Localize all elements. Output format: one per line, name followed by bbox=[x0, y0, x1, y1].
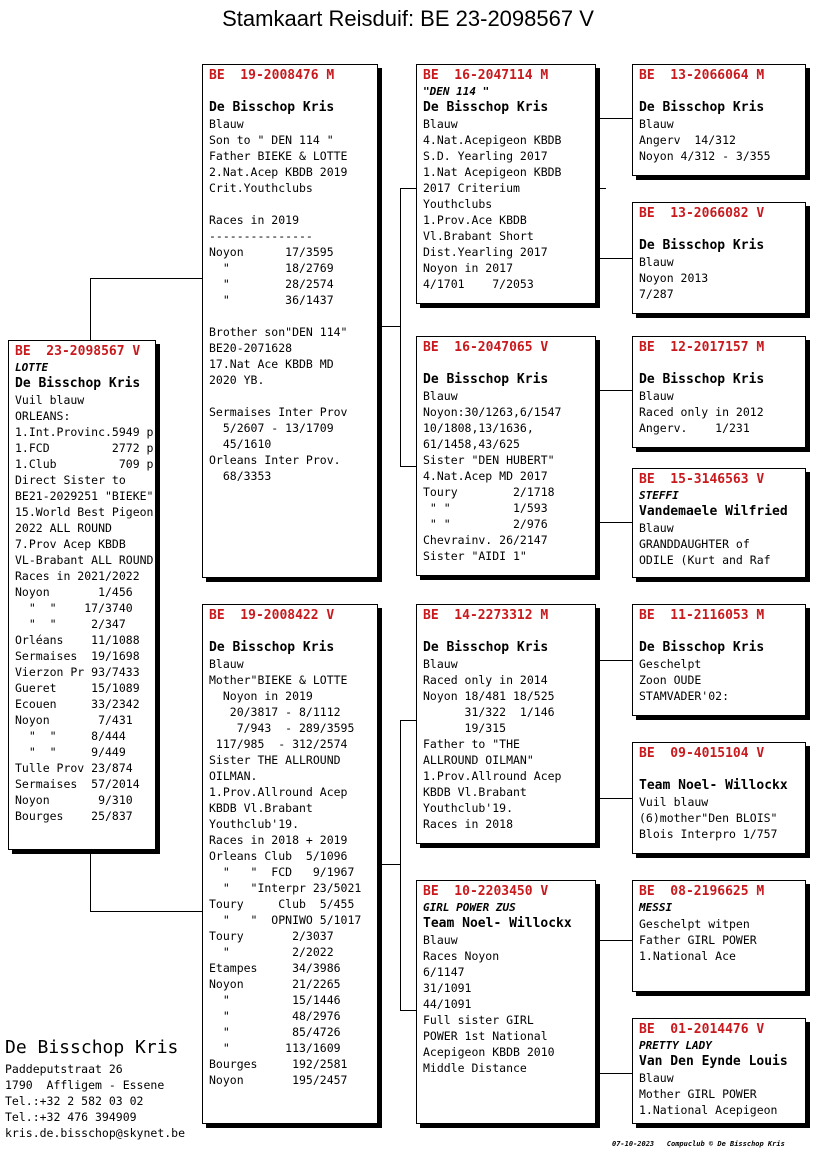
pigeon-card-sire-sire-sire bbox=[632, 64, 806, 176]
breeder-address: Paddeputstraat 26 bbox=[5, 1062, 123, 1076]
breeder-city: 1790 Affligem - Essene bbox=[5, 1078, 165, 1092]
pigeon-nickname bbox=[639, 222, 801, 238]
owner-name: De Bisschop Kris bbox=[639, 238, 765, 253]
card-info-line: Mother GIRL POWER bbox=[639, 1087, 757, 1101]
ring-number: BE 16-2047114 M bbox=[423, 68, 549, 83]
card-info-line: Sister "DEN HUBERT" bbox=[423, 453, 555, 467]
card-info-line: 7.Prov Acep KBDB bbox=[15, 537, 126, 551]
pigeon-nickname bbox=[423, 356, 591, 372]
card-info-line: ODILE (Kurt and Raf bbox=[639, 553, 771, 567]
card-info-line: " " FCD 9/1967 bbox=[209, 865, 355, 879]
card-info-line: 1.National Ace bbox=[639, 949, 736, 963]
card-info-line: Noyon in 2017 bbox=[423, 261, 514, 275]
pigeon-card-sire-dam bbox=[416, 336, 596, 576]
card-info-line: Zoon OUDE bbox=[639, 673, 702, 687]
card-info-line: ORLEANS: bbox=[15, 409, 71, 423]
card-info-line: 6/1147 bbox=[423, 965, 465, 979]
ring-number: BE 15-3146563 V bbox=[639, 472, 765, 487]
card-info-line: 2.Nat.Acep KBDB 2019 bbox=[209, 165, 348, 179]
card-info-line: 1.Nat Acepigeon KBDB bbox=[423, 165, 562, 179]
card-info-line: 19/315 bbox=[423, 721, 507, 735]
card-info-line: Noyon 1/456 bbox=[15, 585, 133, 599]
owner-name: Team Noel- Willockx bbox=[639, 778, 788, 793]
card-info-line: " 18/2769 bbox=[209, 261, 334, 275]
pigeon-nickname: "DEN 114 " bbox=[423, 85, 490, 98]
card-info-line: Blauw bbox=[639, 1071, 674, 1085]
card-info-line bbox=[209, 196, 373, 212]
card-info-line: KBDB Vl.Brabant bbox=[209, 801, 313, 815]
card-info-line: Races in 2021/2022 bbox=[15, 569, 140, 583]
card-info-line: 1.Prov.Allround Acep bbox=[209, 785, 348, 799]
owner-name: Team Noel- Willockx bbox=[423, 916, 572, 931]
card-info-line: Blauw bbox=[639, 521, 674, 535]
card-info-line: 61/1458,43/625 bbox=[423, 437, 520, 451]
ring-number: BE 14-2273312 M bbox=[423, 608, 549, 623]
card-info-line: Blauw bbox=[639, 117, 674, 131]
connector-line bbox=[90, 850, 91, 912]
connector-line bbox=[596, 798, 632, 799]
card-info-line: Crit.Youthclubs bbox=[209, 181, 313, 195]
card-info-line: Blauw bbox=[423, 117, 458, 131]
breeder-mobile: Tel.:+32 476 394909 bbox=[5, 1110, 137, 1124]
card-info-line: 4.Nat.Acep MD 2017 bbox=[423, 469, 548, 483]
card-info-line: Toury Club 5/455 bbox=[209, 897, 355, 911]
pigeon-nickname bbox=[209, 84, 373, 100]
pigeon-card-dam-sire bbox=[416, 604, 596, 844]
connector-line bbox=[400, 1010, 416, 1011]
card-info-line: " " 8/444 bbox=[15, 729, 126, 743]
card-info-line: Noyon in 2019 bbox=[209, 689, 313, 703]
card-info-line: 45/1610 bbox=[209, 437, 272, 451]
owner-name: Vandemaele Wilfried bbox=[639, 504, 788, 519]
card-info-line: Tulle Prov 23/874 bbox=[15, 761, 133, 775]
card-info-line: Raced only in 2012 bbox=[639, 405, 764, 419]
connector-line bbox=[90, 278, 91, 340]
card-info-line: GRANDDAUGHTER of bbox=[639, 537, 750, 551]
breeder-name: De Bisschop Kris bbox=[5, 1037, 179, 1058]
card-info-line: Bourges 25/837 bbox=[15, 809, 133, 823]
card-info-line: 17.Nat Ace KBDB MD bbox=[209, 357, 334, 371]
card-info-line: 1.Prov.Ace KBDB bbox=[423, 213, 527, 227]
pigeon-nickname bbox=[639, 624, 801, 640]
card-info-line: Noyon 18/481 18/525 bbox=[423, 689, 555, 703]
pigeon-nickname: PRETTY LADY bbox=[639, 1039, 712, 1052]
connector-line bbox=[596, 940, 597, 1073]
card-info-line: 1.Club 709 p bbox=[15, 457, 154, 471]
card-info-line: --------------- bbox=[209, 229, 313, 243]
card-info-line: Bourges 192/2581 bbox=[209, 1057, 348, 1071]
card-info-line: 5/2607 - 13/1709 bbox=[209, 421, 334, 435]
card-info-line: 15.World Best Pigeon bbox=[15, 505, 154, 519]
connector-line bbox=[400, 720, 401, 1010]
pigeon-card-sire-sire bbox=[416, 64, 596, 304]
card-info-line: Races in 2019 bbox=[209, 213, 300, 227]
card-info-line: Direct Sister to bbox=[15, 473, 126, 487]
card-info-line: ALLROUND OILMAN" bbox=[423, 753, 534, 767]
card-info-line: 2022 ALL ROUND bbox=[15, 521, 112, 535]
card-info-line: Noyon 7/431 bbox=[15, 713, 133, 727]
connector-line bbox=[596, 660, 597, 798]
card-info-line: 4/1701 7/2053 bbox=[423, 277, 534, 291]
ring-number: BE 11-2116053 M bbox=[639, 608, 765, 623]
card-info-line: Toury 2/3037 bbox=[209, 929, 334, 943]
owner-name: De Bisschop Kris bbox=[209, 640, 335, 655]
card-info-line: " " 2/347 bbox=[15, 617, 126, 631]
pigeon-card-dam-sire-sire bbox=[632, 604, 806, 716]
connector-line bbox=[90, 911, 203, 912]
connector-line bbox=[596, 940, 632, 941]
pigeon-nickname bbox=[423, 624, 591, 640]
card-info-line: Blauw bbox=[639, 255, 674, 269]
card-info-line: " 28/2574 bbox=[209, 277, 334, 291]
ring-number: BE 09-4015104 V bbox=[639, 746, 765, 761]
ring-number: BE 13-2066064 M bbox=[639, 68, 765, 83]
card-info-line: " 113/1609 bbox=[209, 1041, 341, 1055]
card-info-line: Noyon 195/2457 bbox=[209, 1073, 348, 1087]
card-info-line: Sister "AIDI 1" bbox=[423, 549, 527, 563]
card-info-line: Chevrainv. 26/2147 bbox=[423, 533, 548, 547]
connector-line bbox=[596, 390, 632, 391]
card-info-line: 7/287 bbox=[639, 287, 674, 301]
connector-line bbox=[400, 188, 401, 466]
card-info-line: Brother son"DEN 114" bbox=[209, 325, 348, 339]
card-info-line: " 48/2976 bbox=[209, 1009, 341, 1023]
card-info-line: Youthclubs bbox=[423, 197, 493, 211]
card-info-line: Blois Interpro 1/757 bbox=[639, 827, 778, 841]
pigeon-card-dam-dam bbox=[416, 880, 596, 1124]
card-info-line: Blauw bbox=[209, 117, 244, 131]
card-info-line: Sermaises 19/1698 bbox=[15, 649, 140, 663]
card-info-line: Races in 2018 + 2019 bbox=[209, 833, 348, 847]
card-info-line: Races Noyon bbox=[423, 949, 500, 963]
card-info-line: 20/3817 - 8/1112 bbox=[209, 705, 341, 719]
pigeon-card-main bbox=[8, 340, 156, 850]
card-info-line: STAMVADER'02: bbox=[639, 689, 730, 703]
card-info-line: " " 1/593 bbox=[423, 501, 548, 515]
card-info-line: " 85/4726 bbox=[209, 1025, 341, 1039]
pigeon-card-sire-dam-dam bbox=[632, 468, 806, 578]
ring-number: BE 12-2017157 M bbox=[639, 340, 765, 355]
card-info-line bbox=[209, 388, 373, 404]
card-info-line: " 2/2022 bbox=[209, 945, 334, 959]
card-info-line: S.D. Yearling 2017 bbox=[423, 149, 548, 163]
owner-name: De Bisschop Kris bbox=[639, 100, 765, 115]
connector-line bbox=[596, 660, 632, 661]
ring-number: BE 10-2203450 V bbox=[423, 884, 549, 899]
card-info-line: POWER 1st National bbox=[423, 1029, 548, 1043]
card-info-line: Youthclub'19. bbox=[209, 817, 300, 831]
connector-line bbox=[596, 390, 597, 522]
ring-number: BE 19-2008476 M bbox=[209, 68, 335, 83]
pigeon-card-sire bbox=[202, 64, 378, 578]
card-info-line: Noyon 21/2265 bbox=[209, 977, 341, 991]
card-info-line: Angerv 14/312 bbox=[639, 133, 736, 147]
card-info-line: Vl.Brabant Short bbox=[423, 229, 534, 243]
card-info-line: Mother"BIEKE & LOTTE bbox=[209, 673, 348, 687]
owner-name: De Bisschop Kris bbox=[639, 640, 765, 655]
card-info-line: 2020 YB. bbox=[209, 373, 265, 387]
card-info-line: 1.National Acepigeon bbox=[639, 1103, 778, 1117]
connector-line bbox=[378, 326, 401, 327]
pigeon-card-sire-sire-dam bbox=[632, 202, 806, 314]
owner-name: De Bisschop Kris bbox=[209, 100, 335, 115]
pigeon-nickname bbox=[639, 84, 801, 100]
pigeon-card-dam-dam-sire bbox=[632, 880, 806, 992]
card-info-line: Orléans 11/1088 bbox=[15, 633, 140, 647]
card-info-line: Vuil blauw bbox=[15, 393, 85, 407]
card-info-line: Etampes 34/3986 bbox=[209, 961, 341, 975]
card-info-line: 68/3353 bbox=[209, 469, 272, 483]
card-info-line: Father GIRL POWER bbox=[639, 933, 757, 947]
card-info-line: Geschelpt witpen bbox=[639, 917, 750, 931]
pigeon-nickname bbox=[209, 624, 373, 640]
breeder-email[interactable]: kris.de.bisschop@skynet.be bbox=[5, 1126, 186, 1140]
card-info-line: Noyon 4/312 - 3/355 bbox=[639, 149, 771, 163]
card-info-line: Sermaises 57/2014 bbox=[15, 777, 140, 791]
card-info-line bbox=[209, 308, 373, 324]
card-info-line: Blauw bbox=[423, 657, 458, 671]
card-info-line: Father BIEKE & LOTTE bbox=[209, 149, 348, 163]
card-info-line: Noyon 17/3595 bbox=[209, 245, 334, 259]
card-info-line: BE21-2029251 "BIEKE" bbox=[15, 489, 154, 503]
card-info-line: Geschelpt bbox=[639, 657, 702, 671]
pigeon-card-dam-sire-dam bbox=[632, 742, 806, 854]
owner-name: De Bisschop Kris bbox=[15, 376, 141, 391]
card-info-line: 7/943 - 289/3595 bbox=[209, 721, 355, 735]
ring-number: BE 16-2047065 V bbox=[423, 340, 549, 355]
card-info-line: KBDB Vl.Brabant bbox=[423, 785, 527, 799]
connector-line bbox=[596, 188, 606, 189]
card-info-line: Raced only in 2014 bbox=[423, 673, 548, 687]
card-info-line: Gueret 15/1089 bbox=[15, 681, 140, 695]
card-info-line: 44/1091 bbox=[423, 997, 472, 1011]
card-info-line: Orleans Inter Prov. bbox=[209, 453, 341, 467]
owner-name: De Bisschop Kris bbox=[423, 100, 549, 115]
card-info-line: OILMAN. bbox=[209, 769, 258, 783]
card-info-line: 117/985 - 312/2574 bbox=[209, 737, 348, 751]
pigeon-nickname: GIRL POWER ZUS bbox=[423, 901, 516, 914]
page-title: Stamkaart Reisduif: BE 23-2098567 V bbox=[222, 6, 594, 31]
pigeon-nickname: LOTTE bbox=[15, 361, 49, 374]
pigeon-nickname bbox=[639, 356, 801, 372]
card-info-line: " 15/1446 bbox=[209, 993, 341, 1007]
ring-number: BE 13-2066082 V bbox=[639, 206, 765, 221]
card-info-line: Sister THE ALLROUND bbox=[209, 753, 341, 767]
card-info-line: Father to "THE bbox=[423, 737, 520, 751]
card-info-line: " " OPNIWO 5/1017 bbox=[209, 913, 362, 927]
connector-line bbox=[596, 258, 632, 259]
card-info-line: Acepigeon KBDB 2010 bbox=[423, 1045, 555, 1059]
card-info-line: Youthclub'19. bbox=[423, 801, 514, 815]
card-info-line: Blauw bbox=[209, 657, 244, 671]
card-info-line: Son to " DEN 114 " bbox=[209, 133, 334, 147]
connector-line bbox=[400, 720, 416, 721]
card-info-line: Races in 2018 bbox=[423, 817, 514, 831]
owner-name: De Bisschop Kris bbox=[423, 372, 549, 387]
owner-name: De Bisschop Kris bbox=[423, 640, 549, 655]
card-info-line: Orleans Club 5/1096 bbox=[209, 849, 348, 863]
card-info-line: Blauw bbox=[423, 389, 458, 403]
card-info-line: Toury 2/1718 bbox=[423, 485, 555, 499]
connector-line bbox=[596, 118, 632, 119]
card-info-line: Dist.Yearling 2017 bbox=[423, 245, 548, 259]
card-info-line: 1.Int.Provinc.5949 p bbox=[15, 425, 154, 439]
connector-line bbox=[400, 466, 416, 467]
card-info-line: 31/1091 bbox=[423, 981, 472, 995]
card-info-line: Blauw bbox=[423, 933, 458, 947]
card-info-line: 1.Prov.Allround Acep bbox=[423, 769, 562, 783]
pigeon-nickname bbox=[639, 762, 801, 778]
connector-line bbox=[596, 522, 632, 523]
connector-line bbox=[400, 188, 416, 189]
card-info-line: 2017 Criterium bbox=[423, 181, 520, 195]
connector-line bbox=[596, 1073, 632, 1074]
card-info-line: Angerv. 1/231 bbox=[639, 421, 750, 435]
card-info-line: 10/1808,13/1636, bbox=[423, 421, 534, 435]
card-info-line: Ecouen 33/2342 bbox=[15, 697, 140, 711]
card-info-line: (6)mother"Den BLOIS" bbox=[639, 811, 778, 825]
ring-number: BE 23-2098567 V bbox=[15, 344, 141, 359]
card-info-line: " 36/1437 bbox=[209, 293, 334, 307]
pigeon-card-dam-dam-dam bbox=[632, 1018, 806, 1124]
connector-line bbox=[90, 278, 203, 279]
card-info-line: Full sister GIRL bbox=[423, 1013, 534, 1027]
card-info-line: Middle Distance bbox=[423, 1061, 527, 1075]
pigeon-card-dam bbox=[202, 604, 378, 1124]
card-info-line: Blauw bbox=[639, 389, 674, 403]
card-info-line: Noyon 9/310 bbox=[15, 793, 133, 807]
card-info-line: 1.FCD 2772 p bbox=[15, 441, 154, 455]
card-info-line: Vuil blauw bbox=[639, 795, 709, 809]
card-info-line: 31/322 1/146 bbox=[423, 705, 555, 719]
ring-number: BE 19-2008422 V bbox=[209, 608, 335, 623]
print-stamp: 07-10-2023 Compuclub © De Bisschop Kris bbox=[612, 1140, 785, 1148]
card-info-line: Noyon 2013 bbox=[639, 271, 709, 285]
card-info-line: " " 9/449 bbox=[15, 745, 126, 759]
card-info-line: Sermaises Inter Prov bbox=[209, 405, 348, 419]
card-info-line: Noyon:30/1263,6/1547 bbox=[423, 405, 562, 419]
card-info-line: " " 2/976 bbox=[423, 517, 548, 531]
pigeon-nickname: STEFFI bbox=[639, 489, 679, 502]
connector-line bbox=[378, 864, 401, 865]
breeder-phone: Tel.:+32 2 582 03 02 bbox=[5, 1094, 144, 1108]
card-info-line: 4.Nat.Acepigeon KBDB bbox=[423, 133, 562, 147]
card-info-line: VL-Brabant ALL ROUND bbox=[15, 553, 154, 567]
card-info-line: Vierzon Pr 93/7433 bbox=[15, 665, 140, 679]
owner-name: De Bisschop Kris bbox=[639, 372, 765, 387]
pigeon-nickname: MESSI bbox=[639, 901, 673, 914]
card-info-line: " "Interpr 23/5021 bbox=[209, 881, 362, 895]
owner-name: Van Den Eynde Louis bbox=[639, 1054, 788, 1069]
pigeon-card-sire-dam-sire bbox=[632, 336, 806, 448]
card-info-line: " " 17/3740 bbox=[15, 601, 133, 615]
ring-number: BE 01-2014476 V bbox=[639, 1022, 765, 1037]
ring-number: BE 08-2196625 M bbox=[639, 884, 765, 899]
card-info-line: BE20-2071628 bbox=[209, 341, 293, 355]
